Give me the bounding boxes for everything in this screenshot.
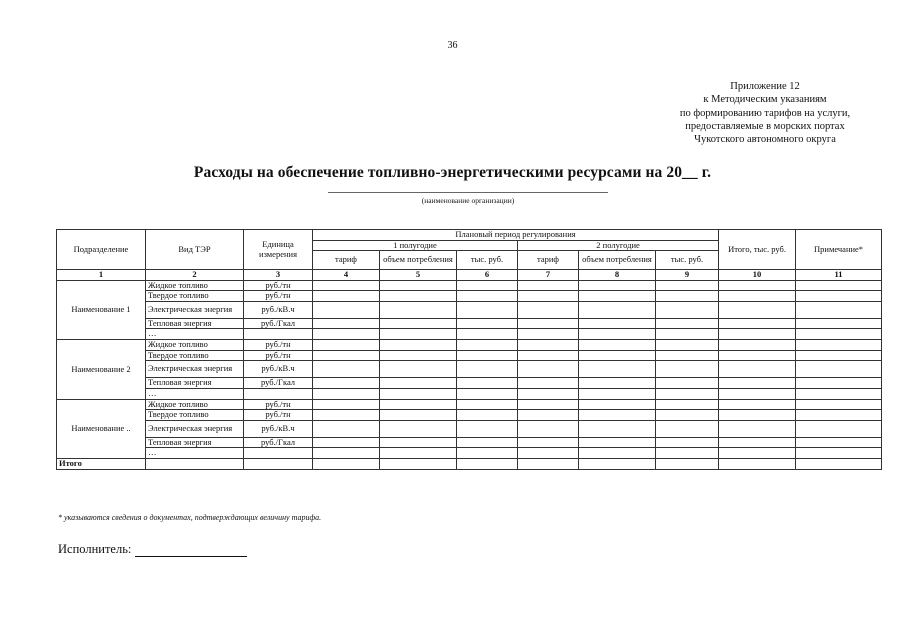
value-cell[interactable]	[518, 280, 579, 291]
value-cell[interactable]	[518, 437, 579, 448]
value-cell[interactable]	[518, 361, 579, 378]
value-cell[interactable]	[457, 448, 518, 459]
ter-type-cell: Твердое топливо	[146, 350, 244, 361]
value-cell[interactable]	[579, 329, 656, 340]
value-cell[interactable]	[457, 291, 518, 302]
total-value-cell[interactable]	[146, 459, 244, 470]
value-cell[interactable]	[457, 437, 518, 448]
value-cell[interactable]	[796, 388, 882, 399]
total-value-cell[interactable]	[313, 459, 380, 470]
value-cell[interactable]	[796, 301, 882, 318]
value-cell[interactable]	[719, 388, 796, 399]
value-cell[interactable]	[796, 280, 882, 291]
ter-type-cell: Тепловая энергия	[146, 378, 244, 389]
ter-type-cell: Электрическая энергия	[146, 301, 244, 318]
value-cell[interactable]	[719, 361, 796, 378]
value-cell[interactable]	[579, 350, 656, 361]
value-cell[interactable]	[518, 420, 579, 437]
table-body	[57, 280, 882, 469]
value-cell[interactable]	[313, 361, 380, 378]
unit-cell: руб./тн	[244, 410, 313, 421]
unit-cell: руб./тн	[244, 350, 313, 361]
ter-type-cell: Жидкое топливо	[146, 340, 244, 351]
column-number: 9	[656, 270, 719, 281]
total-value-cell[interactable]	[380, 459, 457, 470]
table-row	[57, 329, 882, 340]
header-unit: Единица измерения	[244, 230, 313, 270]
appendix-line: по формированию тарифов на услуги,	[679, 107, 851, 119]
value-cell[interactable]	[313, 437, 380, 448]
value-cell[interactable]	[313, 378, 380, 389]
total-row	[57, 459, 882, 470]
expenses-table	[56, 229, 882, 470]
column-number: 1	[57, 270, 146, 281]
value-cell[interactable]	[796, 420, 882, 437]
value-cell[interactable]	[796, 350, 882, 361]
value-cell[interactable]	[656, 399, 719, 410]
table-row	[57, 388, 882, 399]
value-cell[interactable]	[380, 437, 457, 448]
value-cell[interactable]	[457, 388, 518, 399]
value-cell[interactable]	[656, 388, 719, 399]
table-row	[57, 361, 882, 378]
value-cell[interactable]	[719, 420, 796, 437]
unit-cell: руб./кВ.ч	[244, 420, 313, 437]
value-cell[interactable]	[719, 437, 796, 448]
unit-cell: руб./Гкал	[244, 378, 313, 389]
value-cell[interactable]	[380, 301, 457, 318]
value-cell[interactable]	[313, 340, 380, 351]
value-cell[interactable]	[579, 420, 656, 437]
header-subdivision: Подразделение	[57, 230, 146, 270]
value-cell[interactable]	[719, 329, 796, 340]
value-cell[interactable]	[380, 350, 457, 361]
value-cell[interactable]	[380, 361, 457, 378]
total-value-cell[interactable]	[656, 459, 719, 470]
column-number: 7	[518, 270, 579, 281]
value-cell[interactable]	[380, 448, 457, 459]
unit-cell: руб./тн	[244, 291, 313, 302]
value-cell[interactable]	[380, 388, 457, 399]
column-number: 5	[380, 270, 457, 281]
value-cell[interactable]	[457, 280, 518, 291]
value-cell[interactable]	[313, 301, 380, 318]
value-cell[interactable]	[579, 378, 656, 389]
table-row	[57, 291, 882, 302]
total-value-cell[interactable]	[796, 459, 882, 470]
value-cell[interactable]	[518, 340, 579, 351]
table-row	[57, 340, 882, 351]
value-cell[interactable]	[313, 291, 380, 302]
unit-cell: руб./кВ.ч	[244, 361, 313, 378]
value-cell[interactable]	[796, 291, 882, 302]
ter-type-cell: Жидкое топливо	[146, 280, 244, 291]
unit-cell: руб./тн	[244, 399, 313, 410]
value-cell[interactable]	[656, 420, 719, 437]
header-total: Итого, тыс. руб.	[719, 230, 796, 270]
organization-caption: (наименование организации)	[421, 196, 515, 205]
table-row	[57, 410, 882, 421]
header-note: Примечание*	[796, 230, 882, 270]
value-cell[interactable]	[457, 318, 518, 329]
header-tariff-1: тариф	[313, 251, 380, 270]
header-volume-1: объем потребления	[380, 251, 457, 270]
organization-name-line	[328, 192, 608, 193]
column-number-row	[57, 270, 882, 281]
unit-cell	[244, 329, 313, 340]
value-cell[interactable]	[518, 410, 579, 421]
table-row	[57, 378, 882, 389]
appendix-line: Приложение 12	[730, 81, 800, 92]
value-cell[interactable]	[579, 361, 656, 378]
value-cell[interactable]	[518, 388, 579, 399]
header-volume-2: объем потребления	[579, 251, 656, 270]
appendix-block	[630, 80, 900, 146]
value-cell[interactable]	[656, 410, 719, 421]
ter-type-cell: …	[146, 329, 244, 340]
value-cell[interactable]	[457, 399, 518, 410]
unit-cell: руб./тн	[244, 280, 313, 291]
ter-type-cell: Твердое топливо	[146, 291, 244, 302]
value-cell[interactable]	[457, 350, 518, 361]
table-row	[57, 350, 882, 361]
value-cell[interactable]	[719, 410, 796, 421]
value-cell[interactable]	[796, 318, 882, 329]
total-value-cell[interactable]	[244, 459, 313, 470]
total-label: Итого	[57, 459, 146, 470]
header-tariff-2: тариф	[518, 251, 579, 270]
ter-type-cell: Тепловая энергия	[146, 318, 244, 329]
value-cell[interactable]	[656, 448, 719, 459]
ter-type-cell: …	[146, 448, 244, 459]
value-cell[interactable]	[313, 388, 380, 399]
table-row	[57, 448, 882, 459]
appendix-line: к Методическим указаниям	[703, 94, 827, 106]
ter-type-cell: Твердое топливо	[146, 410, 244, 421]
value-cell[interactable]	[457, 301, 518, 318]
value-cell[interactable]	[579, 318, 656, 329]
unit-cell	[244, 388, 313, 399]
value-cell[interactable]	[796, 340, 882, 351]
appendix-line: Чукотского автономного округа	[694, 134, 836, 146]
value-cell[interactable]	[518, 350, 579, 361]
value-cell[interactable]	[579, 280, 656, 291]
appendix-line: предоставляемые в морских портах	[685, 120, 845, 132]
value-cell[interactable]	[579, 301, 656, 318]
value-cell[interactable]	[719, 350, 796, 361]
column-number: 4	[313, 270, 380, 281]
table-row	[57, 437, 882, 448]
value-cell[interactable]	[380, 291, 457, 302]
value-cell[interactable]	[579, 291, 656, 302]
subdivision-name: Наименование ..	[57, 399, 146, 459]
value-cell[interactable]	[518, 399, 579, 410]
value-cell[interactable]	[518, 378, 579, 389]
value-cell[interactable]	[457, 361, 518, 378]
value-cell[interactable]	[313, 448, 380, 459]
value-cell[interactable]	[579, 388, 656, 399]
table-row	[57, 420, 882, 437]
value-cell[interactable]	[313, 280, 380, 291]
executor-signature-blank	[135, 544, 247, 557]
unit-cell: руб./Гкал	[244, 437, 313, 448]
value-cell[interactable]	[313, 329, 380, 340]
value-cell[interactable]	[380, 329, 457, 340]
value-cell[interactable]	[656, 350, 719, 361]
value-cell[interactable]	[719, 301, 796, 318]
value-cell[interactable]	[518, 318, 579, 329]
ter-type-cell: Тепловая энергия	[146, 437, 244, 448]
value-cell[interactable]	[796, 437, 882, 448]
value-cell[interactable]	[518, 291, 579, 302]
table-row	[57, 280, 882, 291]
value-cell[interactable]	[518, 329, 579, 340]
ter-type-cell: Электрическая энергия	[146, 420, 244, 437]
value-cell[interactable]	[313, 350, 380, 361]
value-cell[interactable]	[656, 280, 719, 291]
value-cell[interactable]	[457, 340, 518, 351]
value-cell[interactable]	[719, 448, 796, 459]
value-cell[interactable]	[796, 329, 882, 340]
table-header	[57, 230, 882, 281]
header-half-2: 2 полугодие	[518, 240, 719, 251]
value-cell[interactable]	[796, 378, 882, 389]
unit-cell: руб./тн	[244, 340, 313, 351]
ter-type-cell: Жидкое топливо	[146, 399, 244, 410]
value-cell[interactable]	[656, 340, 719, 351]
footnote: * указываются сведения о документах, подтверждающих величину тарифа.	[58, 513, 322, 522]
ter-type-cell: Электрическая энергия	[146, 361, 244, 378]
value-cell[interactable]	[380, 340, 457, 351]
value-cell[interactable]	[719, 291, 796, 302]
value-cell[interactable]	[518, 301, 579, 318]
value-cell[interactable]	[457, 329, 518, 340]
value-cell[interactable]	[656, 361, 719, 378]
executor-line	[58, 542, 247, 557]
subdivision-name: Наименование 2	[57, 340, 146, 400]
value-cell[interactable]	[518, 448, 579, 459]
value-cell[interactable]	[313, 318, 380, 329]
value-cell[interactable]	[719, 399, 796, 410]
column-number: 2	[146, 270, 244, 281]
value-cell[interactable]	[796, 410, 882, 421]
page-number: 36	[447, 40, 458, 51]
unit-cell	[244, 448, 313, 459]
total-value-cell[interactable]	[579, 459, 656, 470]
value-cell[interactable]	[656, 329, 719, 340]
total-value-cell[interactable]	[518, 459, 579, 470]
header-ter-type: Вид ТЭР	[146, 230, 244, 270]
table-row	[57, 318, 882, 329]
value-cell[interactable]	[457, 420, 518, 437]
column-number: 8	[579, 270, 656, 281]
value-cell[interactable]	[719, 340, 796, 351]
value-cell[interactable]	[656, 301, 719, 318]
value-cell[interactable]	[380, 378, 457, 389]
value-cell[interactable]	[457, 410, 518, 421]
value-cell[interactable]	[796, 361, 882, 378]
value-cell[interactable]	[656, 291, 719, 302]
subdivision-name: Наименование 1	[57, 280, 146, 340]
unit-cell: руб./кВ.ч	[244, 301, 313, 318]
document-title: Расходы на обеспечение топливно-энергетическими ресурсами на 20__ г.	[193, 164, 712, 181]
value-cell[interactable]	[796, 399, 882, 410]
value-cell[interactable]	[656, 378, 719, 389]
column-number: 11	[796, 270, 882, 281]
value-cell[interactable]	[719, 280, 796, 291]
value-cell[interactable]	[457, 378, 518, 389]
column-number: 6	[457, 270, 518, 281]
ter-type-cell: …	[146, 388, 244, 399]
table-row	[57, 301, 882, 318]
value-cell[interactable]	[380, 280, 457, 291]
value-cell[interactable]	[579, 340, 656, 351]
value-cell[interactable]	[380, 410, 457, 421]
value-cell[interactable]	[796, 448, 882, 459]
column-number: 3	[244, 270, 313, 281]
value-cell[interactable]	[579, 410, 656, 421]
value-cell[interactable]	[313, 399, 380, 410]
header-half-1: 1 полугодие	[313, 240, 518, 251]
value-cell[interactable]	[313, 420, 380, 437]
value-cell[interactable]	[719, 378, 796, 389]
column-number: 10	[719, 270, 796, 281]
value-cell[interactable]	[579, 448, 656, 459]
header-thousand-rub-2: тыс. руб.	[656, 251, 719, 270]
value-cell[interactable]	[719, 318, 796, 329]
value-cell[interactable]	[380, 399, 457, 410]
header-plan-period: Плановый период регулирования	[313, 230, 719, 241]
value-cell[interactable]	[380, 318, 457, 329]
value-cell[interactable]	[313, 410, 380, 421]
value-cell[interactable]	[656, 437, 719, 448]
value-cell[interactable]	[656, 318, 719, 329]
header-thousand-rub-1: тыс. руб.	[457, 251, 518, 270]
value-cell[interactable]	[380, 420, 457, 437]
value-cell[interactable]	[579, 437, 656, 448]
executor-label: Исполнитель:	[58, 542, 132, 556]
value-cell[interactable]	[579, 399, 656, 410]
table-row	[57, 399, 882, 410]
unit-cell: руб./Гкал	[244, 318, 313, 329]
total-value-cell[interactable]	[457, 459, 518, 470]
total-value-cell[interactable]	[719, 459, 796, 470]
